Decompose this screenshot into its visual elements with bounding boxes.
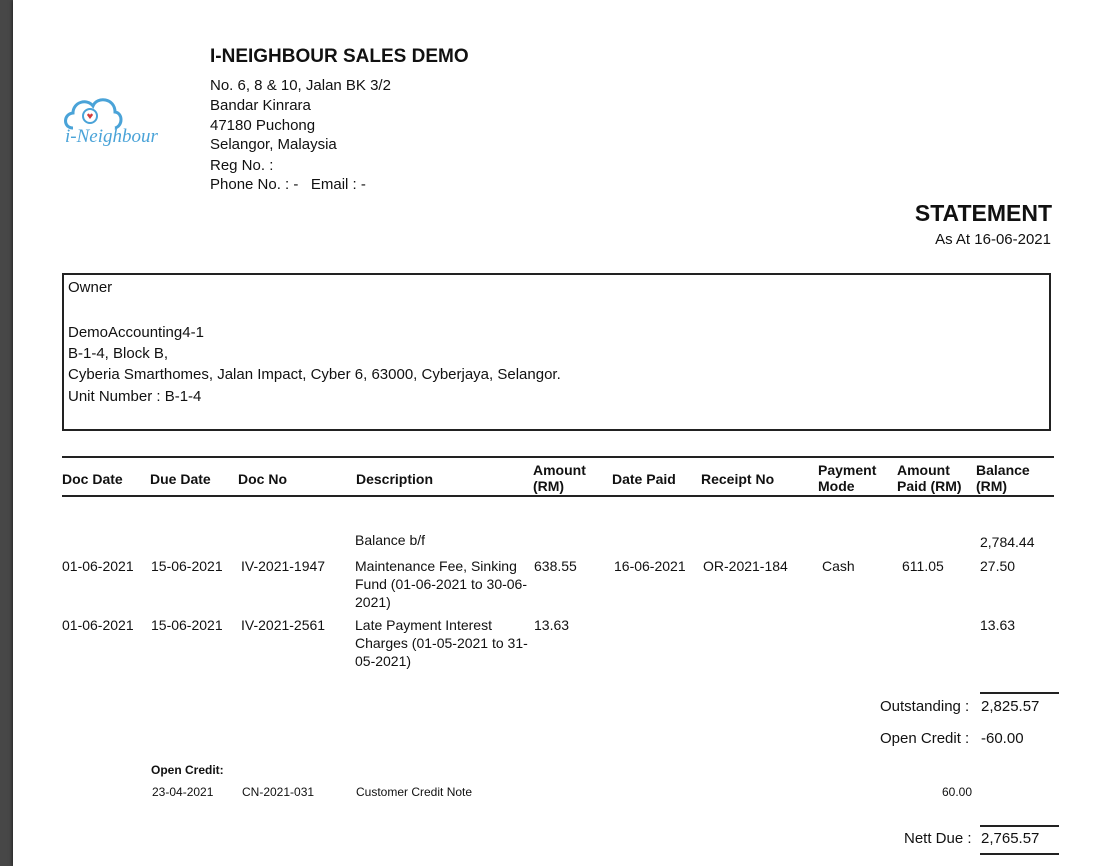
cloud-logo-icon	[61, 88, 191, 152]
header-balance: Balance (RM)	[976, 462, 1030, 494]
owner-account: DemoAccounting4-1	[68, 324, 204, 341]
logo-text: i-Neighbour	[65, 126, 158, 147]
company-contact: Phone No. : - Email : -	[210, 176, 366, 193]
header-description: Description	[356, 471, 434, 487]
outstanding-value: 2,825.57	[981, 698, 1040, 715]
row-due-date: 15-06-2021	[151, 558, 223, 574]
balance-bf-description: Balance b/f	[355, 532, 426, 548]
company-address-line-3: 47180 Puchong	[210, 117, 316, 134]
open-credit-amount: 60.00	[942, 785, 973, 799]
company-address-line-4: Selangor, Malaysia	[210, 136, 337, 153]
row-balance: 27.50	[980, 558, 1016, 574]
header-amount: Amount (RM)	[533, 462, 586, 494]
header-payment-mode: Payment Mode	[818, 462, 877, 494]
outstanding-rule	[980, 692, 1059, 694]
company-logo	[61, 88, 191, 152]
company-address-line-1: No. 6, 8 & 10, Jalan BK 3/2	[210, 77, 391, 94]
company-address-line-2: Bandar Kinrara	[210, 97, 311, 114]
header-doc-date: Doc Date	[62, 471, 123, 487]
row-due-date: 15-06-2021	[151, 617, 223, 633]
row-doc-date: 01-06-2021	[62, 558, 134, 574]
row-date-paid: 16-06-2021	[614, 558, 686, 574]
owner-unit-number: Unit Number : B-1-4	[68, 388, 202, 405]
owner-address-2: Cyberia Smarthomes, Jalan Impact, Cyber 6, 63000, Cyberjaya, Selangor.	[68, 366, 561, 383]
header-doc-no: Doc No	[238, 471, 287, 487]
owner-label: Owner	[68, 279, 113, 296]
row-amount-paid: 611.05	[902, 558, 944, 574]
outstanding-label: Outstanding :	[880, 698, 970, 715]
open-credit-section-label: Open Credit:	[151, 763, 224, 777]
nett-due-value: 2,765.57	[981, 830, 1040, 847]
nett-due-label: Nett Due :	[904, 830, 972, 847]
table-header-top-rule	[62, 456, 1054, 458]
statement-title: STATEMENT	[914, 200, 1052, 226]
row-doc-no: IV-2021-1947	[241, 558, 326, 574]
statement-page	[13, 0, 1120, 866]
nett-due-top-rule	[980, 825, 1059, 827]
open-credit-label: Open Credit :	[880, 730, 970, 747]
open-credit-doc-no: CN-2021-031	[242, 785, 315, 799]
owner-address-1: B-1-4, Block B,	[68, 345, 169, 362]
company-name: I-NEIGHBOUR SALES DEMO	[210, 46, 469, 67]
nett-due-bottom-rule	[980, 853, 1059, 855]
header-receipt-no: Receipt No	[701, 471, 775, 487]
row-amount: 13.63	[534, 617, 570, 633]
header-due-date: Due Date	[150, 471, 211, 487]
statement-date: As At 16-06-2021	[935, 231, 1051, 248]
row-description: Maintenance Fee, Sinking Fund (01-06-2021 to 30-06-2021)	[355, 558, 527, 610]
row-payment-mode: Cash	[822, 558, 855, 574]
row-doc-date: 01-06-2021	[62, 617, 134, 633]
header-date-paid: Date Paid	[612, 471, 676, 487]
table-header-bottom-rule	[62, 495, 1054, 497]
balance-bf-balance: 2,784.44	[980, 534, 1035, 550]
open-credit-value: -60.00	[981, 730, 1024, 747]
open-credit-date: 23-04-2021	[152, 785, 214, 799]
row-doc-no: IV-2021-2561	[241, 617, 326, 633]
header-amount-paid: Amount Paid (RM)	[897, 462, 962, 494]
row-receipt-no: OR-2021-184	[703, 558, 788, 574]
row-balance: 13.63	[980, 617, 1016, 633]
row-amount: 638.55	[534, 558, 577, 574]
owner-box	[62, 273, 1051, 431]
company-reg-no: Reg No. :	[210, 157, 274, 174]
open-credit-description: Customer Credit Note	[356, 785, 473, 799]
row-description: Late Payment Interest Charges (01-05-2021 to 31-05-2021)	[355, 617, 528, 669]
